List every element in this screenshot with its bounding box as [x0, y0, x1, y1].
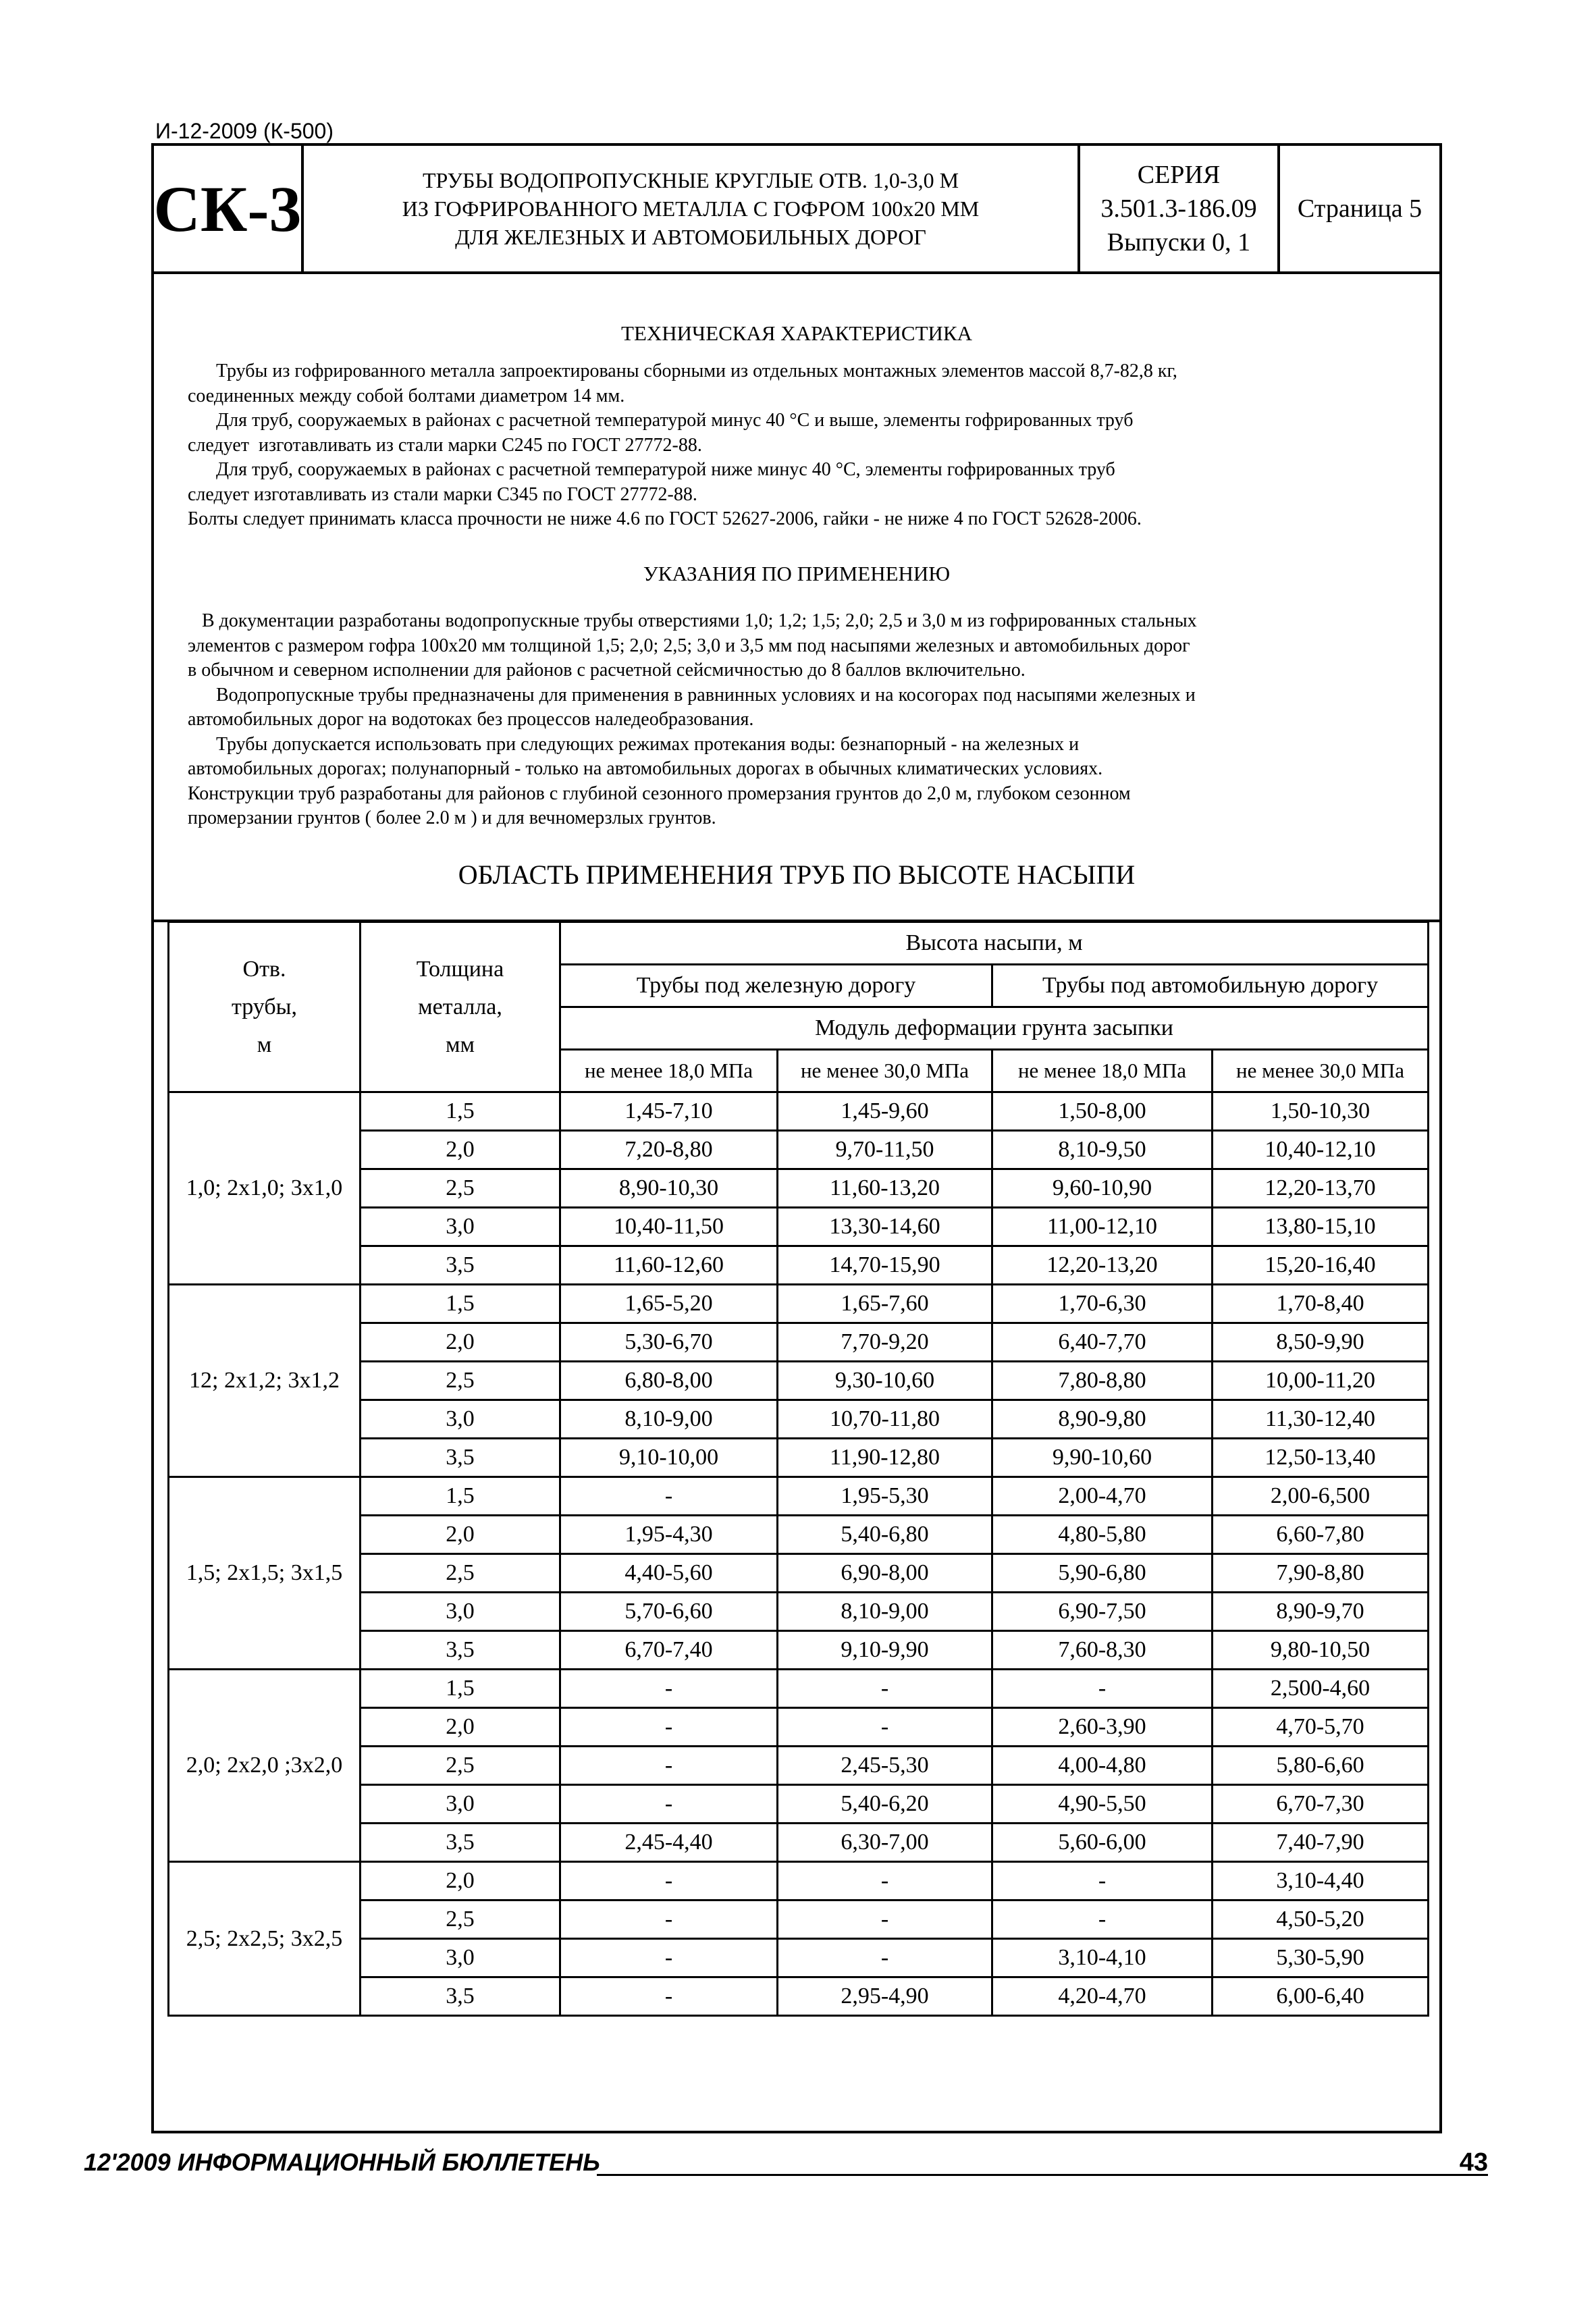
- subcol-header: не менее 30,0 МПа: [1213, 1050, 1429, 1092]
- col-rail-header: Трубы под железную дорогу: [560, 965, 992, 1007]
- text-line: В документации разработаны водопропускные трубы отверстиями 1,0; 1,2; 1,5; 2,0; 2,5 и 3,0 м из гофрированных стальных: [188, 610, 1197, 631]
- text-line: автомобильных дорог на водотоках без процессов наледеобразования.: [188, 709, 754, 730]
- thickness-cell: 1,5: [361, 1092, 560, 1131]
- height-range-cell: 10,40-11,50: [560, 1208, 778, 1246]
- thickness-cell: 2,0: [361, 1131, 560, 1169]
- height-range-cell: 15,20-16,40: [1213, 1246, 1429, 1285]
- height-range-cell: 5,40-6,20: [778, 1785, 992, 1824]
- thickness-cell: 3,0: [361, 1593, 560, 1631]
- text-line: Трубы из гофрированного металла запроектированы сборными из отдельных монтажных элементов массой 8,7-82,8 кг,: [188, 361, 1177, 381]
- height-range-cell: 13,30-14,60: [778, 1208, 992, 1246]
- height-range-cell: 1,70-6,30: [992, 1285, 1213, 1323]
- document-code: И-12-2009 (К-500): [155, 119, 334, 143]
- page-footer: [84, 2148, 1488, 2189]
- text-line: Для труб, сооружаемых в районах с расчетной температурой минус 40 °С и выше, элементы гофрированных труб: [188, 410, 1134, 431]
- col-thickness-header: [361, 922, 560, 1092]
- height-range-cell: 8,10-9,00: [778, 1593, 992, 1631]
- thickness-cell: 2,5: [361, 1747, 560, 1785]
- height-range-cell: -: [560, 1708, 778, 1747]
- height-range-cell: 1,65-5,20: [560, 1285, 778, 1323]
- col-thickness-word: металла,: [418, 994, 502, 1019]
- table-row: [169, 1285, 1429, 1323]
- height-range-cell: 8,10-9,00: [560, 1400, 778, 1439]
- height-range-cell: 4,70-5,70: [1213, 1708, 1429, 1747]
- text-line: в обычном и северном исполнении для районов с расчетной сейсмичностью до 8 баллов включительно.: [188, 660, 1026, 681]
- height-range-cell: 7,90-8,80: [1213, 1554, 1429, 1593]
- title-line: ИЗ ГОФРИРОВАННОГО МЕТАЛЛА С ГОФРОМ 100х20 ММ: [402, 196, 980, 221]
- text-line: Болты следует принимать класса прочности не ниже 4.6 по ГОСТ 52627-2006, гайки - не ниже 4 по ГОСТ 52628-2006.: [188, 508, 1142, 529]
- sheet-code: СК-3: [154, 146, 304, 271]
- height-range-cell: 7,40-7,90: [1213, 1824, 1429, 1862]
- height-range-cell: -: [560, 1785, 778, 1824]
- tech-heading: ТЕХНИЧЕСКАЯ ХАРАКТЕРИСТИКА: [621, 321, 972, 345]
- height-range-cell: 1,70-8,40: [1213, 1285, 1429, 1323]
- height-range-cell: 4,50-5,20: [1213, 1900, 1429, 1939]
- height-range-cell: 7,60-8,30: [992, 1631, 1213, 1670]
- height-range-cell: 5,60-6,00: [992, 1824, 1213, 1862]
- height-range-cell: 1,45-9,60: [778, 1092, 992, 1131]
- footer-rule: [597, 2174, 1488, 2176]
- height-range-cell: 2,45-4,40: [560, 1824, 778, 1862]
- col-thickness-word: мм: [445, 1032, 475, 1057]
- tech-paragraph: [188, 359, 1403, 532]
- col-thickness-word: Толщина: [416, 956, 504, 982]
- height-range-cell: 9,60-10,90: [992, 1169, 1213, 1208]
- height-range-cell: -: [992, 1670, 1213, 1708]
- height-range-cell: 4,40-5,60: [560, 1554, 778, 1593]
- thickness-cell: 2,0: [361, 1516, 560, 1554]
- bulletin-title: 12'2009 ИНФОРМАЦИОННЫЙ БЮЛЛЕТЕНЬ: [84, 2148, 600, 2176]
- height-range-cell: 4,80-5,80: [992, 1516, 1213, 1554]
- text-line: следует изготавливать из стали марки С345 по ГОСТ 27772-88.: [188, 483, 697, 505]
- height-range-cell: 11,60-12,60: [560, 1246, 778, 1285]
- text-line: Конструкции труб разработаны для районов с глубиной сезонного промерзания грунтов до 2,0 м, глубоком сезонном: [188, 782, 1131, 804]
- height-range-cell: 3,10-4,10: [992, 1939, 1213, 1977]
- thickness-cell: 3,5: [361, 1439, 560, 1477]
- height-range-cell: 6,70-7,40: [560, 1631, 778, 1670]
- text-line: Водопропускные трубы предназначены для применения в равнинных условиях и на косогорах под насыпями железных и: [188, 684, 1196, 706]
- height-range-cell: 8,10-9,50: [992, 1131, 1213, 1169]
- thickness-cell: 3,0: [361, 1400, 560, 1439]
- col-road-header: Трубы под автомобильную дорогу: [992, 965, 1429, 1007]
- height-range-cell: 6,70-7,30: [1213, 1785, 1429, 1824]
- opening-cell: 2,0; 2х2,0 ;3х2,0: [169, 1670, 361, 1862]
- subcol-header: не менее 18,0 МПа: [992, 1050, 1213, 1092]
- height-range-cell: 4,20-4,70: [992, 1977, 1213, 2016]
- thickness-cell: 3,5: [361, 1977, 560, 2016]
- height-range-cell: 6,30-7,00: [778, 1824, 992, 1862]
- height-range-cell: 11,00-12,10: [992, 1208, 1213, 1246]
- opening-cell: 1,5; 2х1,5; 3х1,5: [169, 1477, 361, 1670]
- col-modulus-header: Модуль деформации грунта засыпки: [560, 1007, 1429, 1050]
- height-range-cell: -: [560, 1939, 778, 1977]
- thickness-cell: 1,5: [361, 1285, 560, 1323]
- height-range-cell: 12,20-13,20: [992, 1246, 1213, 1285]
- height-range-cell: 7,70-9,20: [778, 1323, 992, 1362]
- height-range-cell: 3,10-4,40: [1213, 1862, 1429, 1900]
- height-range-cell: 6,80-8,00: [560, 1362, 778, 1400]
- text-line: элементов с размером гофра 100х20 мм толщиной 1,5; 2,0; 2,5; 3,0 и 3,5 мм под насыпями железных и автомобильных дорог: [188, 635, 1190, 656]
- height-range-cell: 1,95-5,30: [778, 1477, 992, 1516]
- height-range-cell: 11,60-13,20: [778, 1169, 992, 1208]
- page-label: Страница 5: [1297, 194, 1422, 223]
- col-height-header: Высота насыпи, м: [560, 922, 1429, 965]
- height-range-cell: 10,70-11,80: [778, 1400, 992, 1439]
- height-range-cell: 5,30-5,90: [1213, 1939, 1429, 1977]
- height-range-cell: 6,00-6,40: [1213, 1977, 1429, 2016]
- height-range-cell: 6,90-7,50: [992, 1593, 1213, 1631]
- usage-paragraph: [188, 609, 1403, 831]
- height-range-cell: -: [992, 1900, 1213, 1939]
- height-range-cell: 1,50-8,00: [992, 1092, 1213, 1131]
- height-range-cell: -: [560, 1670, 778, 1708]
- usage-heading: УКАЗАНИЯ ПО ПРИМЕНЕНИЮ: [643, 562, 951, 585]
- issues-label: Выпуски 0, 1: [1107, 228, 1251, 257]
- height-range-cell: 1,95-4,30: [560, 1516, 778, 1554]
- height-range-cell: -: [560, 1862, 778, 1900]
- height-range-cell: 8,50-9,90: [1213, 1323, 1429, 1362]
- height-range-cell: -: [992, 1862, 1213, 1900]
- page-number: 43: [1459, 2148, 1488, 2177]
- height-range-cell: 7,20-8,80: [560, 1131, 778, 1169]
- col-opening-word: трубы,: [231, 994, 298, 1019]
- table-blank-cell: [169, 2016, 1429, 2109]
- subcol-header: не менее 18,0 МПа: [560, 1050, 778, 1092]
- table-row: [169, 1862, 1429, 1900]
- height-range-cell: 9,80-10,50: [1213, 1631, 1429, 1670]
- series-label: СЕРИЯ: [1137, 161, 1221, 189]
- height-range-cell: 10,00-11,20: [1213, 1362, 1429, 1400]
- thickness-cell: 3,5: [361, 1824, 560, 1862]
- table-blank-row: [169, 2016, 1429, 2109]
- text-line: Трубы допускается использовать при следующих режимах протекания воды: безнапорный - на железных и: [188, 733, 1080, 755]
- height-range-cell: 9,90-10,60: [992, 1439, 1213, 1477]
- table-row: [169, 1092, 1429, 1131]
- thickness-cell: 2,0: [361, 1708, 560, 1747]
- height-range-cell: 6,90-8,00: [778, 1554, 992, 1593]
- height-range-cell: 2,60-3,90: [992, 1708, 1213, 1747]
- opening-cell: 1,0; 2х1,0; 3х1,0: [169, 1092, 361, 1285]
- height-range-cell: -: [778, 1708, 992, 1747]
- height-range-cell: 4,90-5,50: [992, 1785, 1213, 1824]
- col-opening-word: м: [257, 1032, 272, 1057]
- col-thickness-label: [361, 951, 559, 1064]
- height-range-cell: 2,00-4,70: [992, 1477, 1213, 1516]
- height-range-cell: 11,30-12,40: [1213, 1400, 1429, 1439]
- table-row: [169, 1670, 1429, 1708]
- thickness-cell: 3,5: [361, 1246, 560, 1285]
- thickness-cell: 3,5: [361, 1631, 560, 1670]
- text-line: промерзании грунтов ( более 2.0 м ) и для вечномерзлых грунтов.: [188, 807, 716, 828]
- text-line: Для труб, сооружаемых в районах с расчетной температурой ниже минус 40 °С, элементы гофрированных труб: [188, 459, 1115, 480]
- thickness-cell: 2,5: [361, 1900, 560, 1939]
- height-range-cell: 11,90-12,80: [778, 1439, 992, 1477]
- embankment-height-table: [167, 921, 1429, 2108]
- height-range-cell: 8,90-9,80: [992, 1400, 1213, 1439]
- thickness-cell: 1,5: [361, 1670, 560, 1708]
- height-range-cell: 6,60-7,80: [1213, 1516, 1429, 1554]
- opening-cell: 2,5; 2х2,5; 3х2,5: [169, 1862, 361, 2016]
- height-range-cell: 1,65-7,60: [778, 1285, 992, 1323]
- height-range-cell: 5,90-6,80: [992, 1554, 1213, 1593]
- opening-cell: 12; 2х1,2; 3х1,2: [169, 1285, 361, 1477]
- height-range-cell: 1,45-7,10: [560, 1092, 778, 1131]
- thickness-cell: 2,0: [361, 1323, 560, 1362]
- height-range-cell: 2,95-4,90: [778, 1977, 992, 2016]
- table-row: [169, 1477, 1429, 1516]
- height-range-cell: -: [778, 1939, 992, 1977]
- height-range-cell: 2,00-6,500: [1213, 1477, 1429, 1516]
- height-range-cell: 12,20-13,70: [1213, 1169, 1429, 1208]
- height-range-cell: -: [560, 1977, 778, 2016]
- height-range-cell: -: [778, 1862, 992, 1900]
- thickness-cell: 2,5: [361, 1554, 560, 1593]
- height-range-cell: 12,50-13,40: [1213, 1439, 1429, 1477]
- thickness-cell: 2,0: [361, 1862, 560, 1900]
- height-range-cell: 8,90-9,70: [1213, 1593, 1429, 1631]
- height-range-cell: 9,70-11,50: [778, 1131, 992, 1169]
- height-range-cell: 2,500-4,60: [1213, 1670, 1429, 1708]
- area-heading: ОБЛАСТЬ ПРИМЕНЕНИЯ ТРУБ ПО ВЫСОТЕ НАСЫПИ: [458, 859, 1136, 890]
- height-range-cell: 1,50-10,30: [1213, 1092, 1429, 1131]
- height-range-cell: -: [560, 1747, 778, 1785]
- col-opening-header: [169, 922, 361, 1092]
- height-range-cell: -: [778, 1670, 992, 1708]
- height-range-cell: 9,10-10,00: [560, 1439, 778, 1477]
- height-range-cell: 10,40-12,10: [1213, 1131, 1429, 1169]
- thickness-cell: 2,5: [361, 1169, 560, 1208]
- text-line: следует изготавливать из стали марки С245 по ГОСТ 27772-88.: [188, 434, 702, 456]
- height-range-cell: 5,70-6,60: [560, 1593, 778, 1631]
- subcol-header: не менее 30,0 МПа: [778, 1050, 992, 1092]
- col-opening-word: Отв.: [242, 956, 286, 982]
- height-range-cell: 4,00-4,80: [992, 1747, 1213, 1785]
- text-line: соединенных между собой болтами диаметром 14 мм.: [188, 385, 625, 406]
- text-line: автомобильных дорогах; полунапорный - только на автомобильных дорогах в обычных климатических условиях.: [188, 758, 1103, 779]
- height-range-cell: -: [778, 1900, 992, 1939]
- height-range-cell: 13,80-15,10: [1213, 1208, 1429, 1246]
- height-table: [167, 921, 1427, 2108]
- height-range-cell: 6,40-7,70: [992, 1323, 1213, 1362]
- height-range-cell: 8,90-10,30: [560, 1169, 778, 1208]
- height-range-cell: 5,40-6,80: [778, 1516, 992, 1554]
- height-range-cell: 5,80-6,60: [1213, 1747, 1429, 1785]
- title-line: ДЛЯ ЖЕЛЕЗНЫХ И АВТОМОБИЛЬНЫХ ДОРОГ: [455, 225, 926, 249]
- height-range-cell: 9,10-9,90: [778, 1631, 992, 1670]
- height-range-cell: 5,30-6,70: [560, 1323, 778, 1362]
- thickness-cell: 3,0: [361, 1939, 560, 1977]
- height-range-cell: 9,30-10,60: [778, 1362, 992, 1400]
- series-number: 3.501.3-186.09: [1100, 194, 1257, 223]
- thickness-cell: 3,0: [361, 1785, 560, 1824]
- height-range-cell: 2,45-5,30: [778, 1747, 992, 1785]
- height-range-cell: -: [560, 1900, 778, 1939]
- height-range-cell: 7,80-8,80: [992, 1362, 1213, 1400]
- height-range-cell: 14,70-15,90: [778, 1246, 992, 1285]
- title-line: ТРУБЫ ВОДОПРОПУСКНЫЕ КРУГЛЫЕ ОТВ. 1,0-3,0 М: [422, 168, 959, 192]
- thickness-cell: 2,5: [361, 1362, 560, 1400]
- height-range-cell: -: [560, 1477, 778, 1516]
- col-opening-label: [169, 951, 359, 1064]
- thickness-cell: 1,5: [361, 1477, 560, 1516]
- thickness-cell: 3,0: [361, 1208, 560, 1246]
